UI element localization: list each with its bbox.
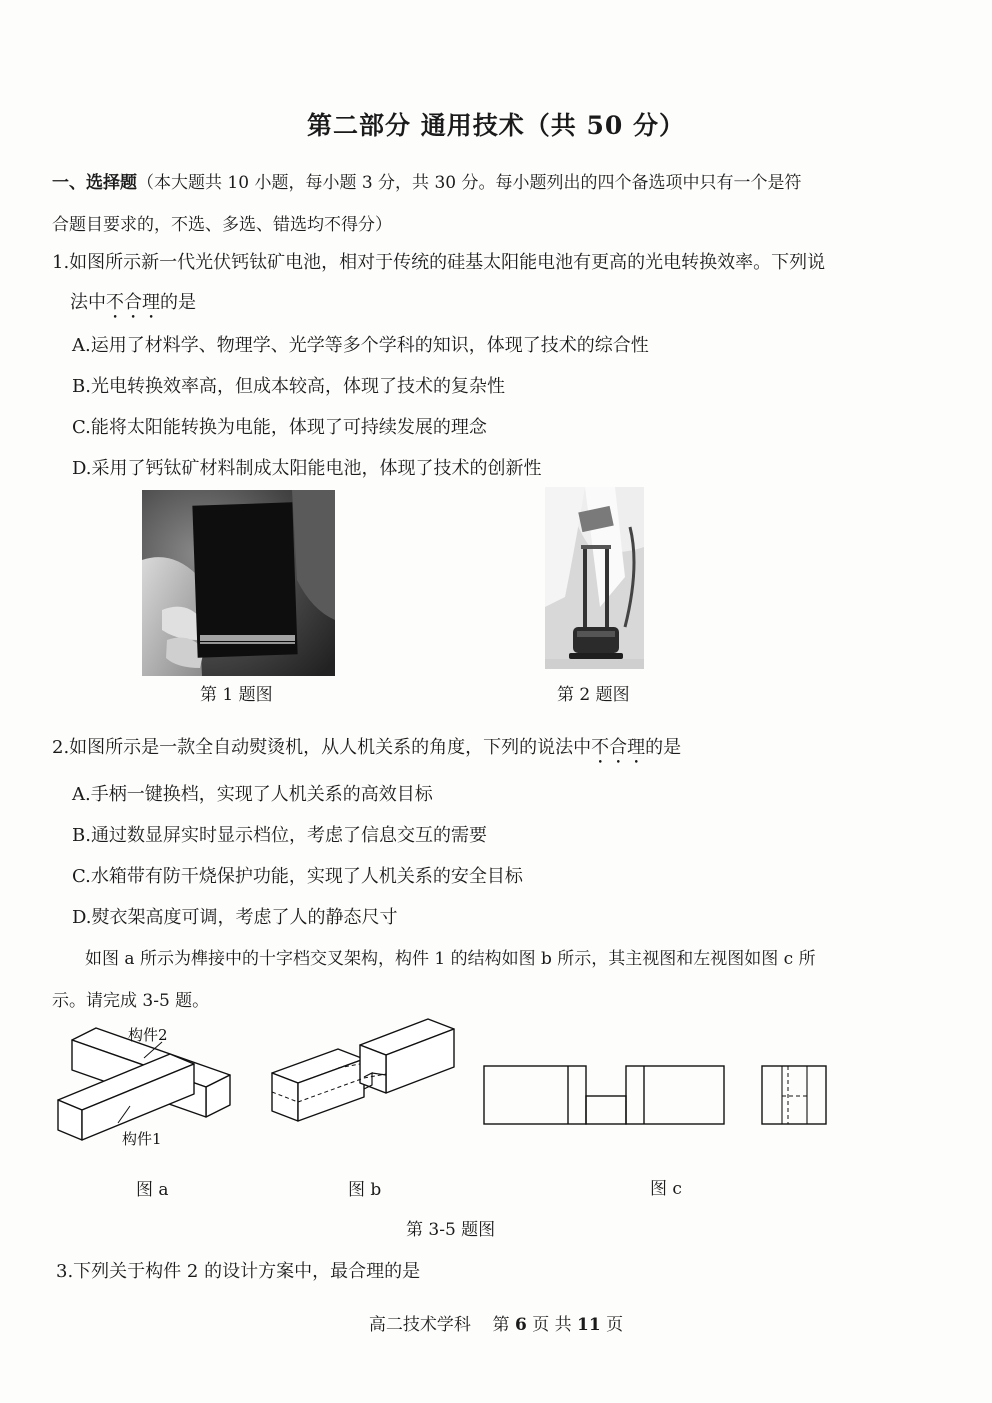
- label-part1: 构件1: [122, 1130, 162, 1148]
- q3-stem: 3.下列关于构件 2 的设计方案中，最合理的是: [56, 1261, 421, 1282]
- q2-stem: [52, 733, 681, 768]
- footer-page-pre: 第: [492, 1315, 510, 1335]
- page-footer: [0, 1310, 992, 1335]
- part-title: 第二部分 通用技术（共 50 分）: [307, 111, 685, 140]
- orthographic-views-diagram: [480, 1062, 830, 1126]
- footer-page-total: 11: [577, 1315, 601, 1335]
- q1-stem-line2: [70, 288, 196, 323]
- footer-page-post: 页: [606, 1315, 624, 1335]
- fig1-caption: 第 1 题图: [200, 685, 273, 705]
- q1-option-a: A.运用了材料学、物理学、光学等多个学科的知识，体现了技术的综合性: [72, 335, 649, 356]
- cross-joint-diagram: [52, 1020, 237, 1155]
- q1-option-b: B.光电转换效率高，但成本较高，体现了技术的复杂性: [72, 376, 505, 397]
- q2-option-a: A.手柄一键换档，实现了人机关系的高效目标: [72, 784, 433, 805]
- section-description-1: （本大题共 10 小题，每小题 3 分，共 30 分。每小题列出的四个备选项中只有一个是符: [137, 173, 802, 193]
- q2-stem-pre: 2.如图所示是一款全自动熨烫机，从人机关系的角度，下列的说法中: [52, 737, 592, 758]
- q2-stem-post: 的是: [645, 737, 682, 758]
- q1-emphasis: 不合理: [106, 292, 160, 313]
- intro35-line1: 如图 a 所示为榫接中的十字档交叉架构，构件 1 的结构如图 b 所示，其主视图和左视图如图 c 所: [85, 949, 816, 969]
- footer-page-mid: 页 共: [532, 1315, 572, 1335]
- q2-option-d: D.熨衣架高度可调，考虑了人的静态尺寸: [72, 907, 398, 928]
- steamer-photo: [545, 487, 644, 669]
- q2-option-c: C.水箱带有防干烧保护功能，实现了人机关系的安全目标: [72, 866, 523, 887]
- q1-option-c: C.能将太阳能转换为电能，体现了可持续发展的理念: [72, 417, 487, 438]
- footer-subject: 高二技术学科: [368, 1315, 471, 1335]
- q1-stem-pre: 法中: [70, 292, 106, 313]
- group-caption: 第 3-5 题图: [406, 1220, 496, 1240]
- caption-fig-c: 图 c: [650, 1179, 682, 1199]
- section-heading-line1: [52, 168, 802, 193]
- section-description-2: 合题目要求的，不选、多选、错选均不得分）: [52, 215, 392, 235]
- intro35-line2: 示。请完成 3-5 题。: [52, 991, 210, 1011]
- q1-option-d: D.采用了钙钛矿材料制成太阳能电池，体现了技术的创新性: [72, 458, 542, 479]
- caption-fig-a: 图 a: [136, 1180, 169, 1200]
- q1-stem-post: 的是: [160, 292, 196, 313]
- perovskite-cell-photo: [142, 490, 335, 676]
- q2-option-b: B.通过数显屏实时显示档位，考虑了信息交互的需要: [72, 825, 487, 846]
- q1-stem-line1: 1.如图所示新一代光伏钙钛矿电池，相对于传统的硅基太阳能电池有更高的光电转换效率。下列说: [52, 252, 826, 273]
- caption-fig-b: 图 b: [348, 1180, 382, 1200]
- footer-page-number: 6: [514, 1315, 527, 1335]
- label-part2: 构件2: [128, 1026, 168, 1044]
- fig2-caption: 第 2 题图: [557, 685, 630, 705]
- q2-emphasis: 不合理: [591, 737, 646, 758]
- section-heading: 一、选择题: [52, 173, 137, 193]
- part1-diagram: [268, 1015, 468, 1130]
